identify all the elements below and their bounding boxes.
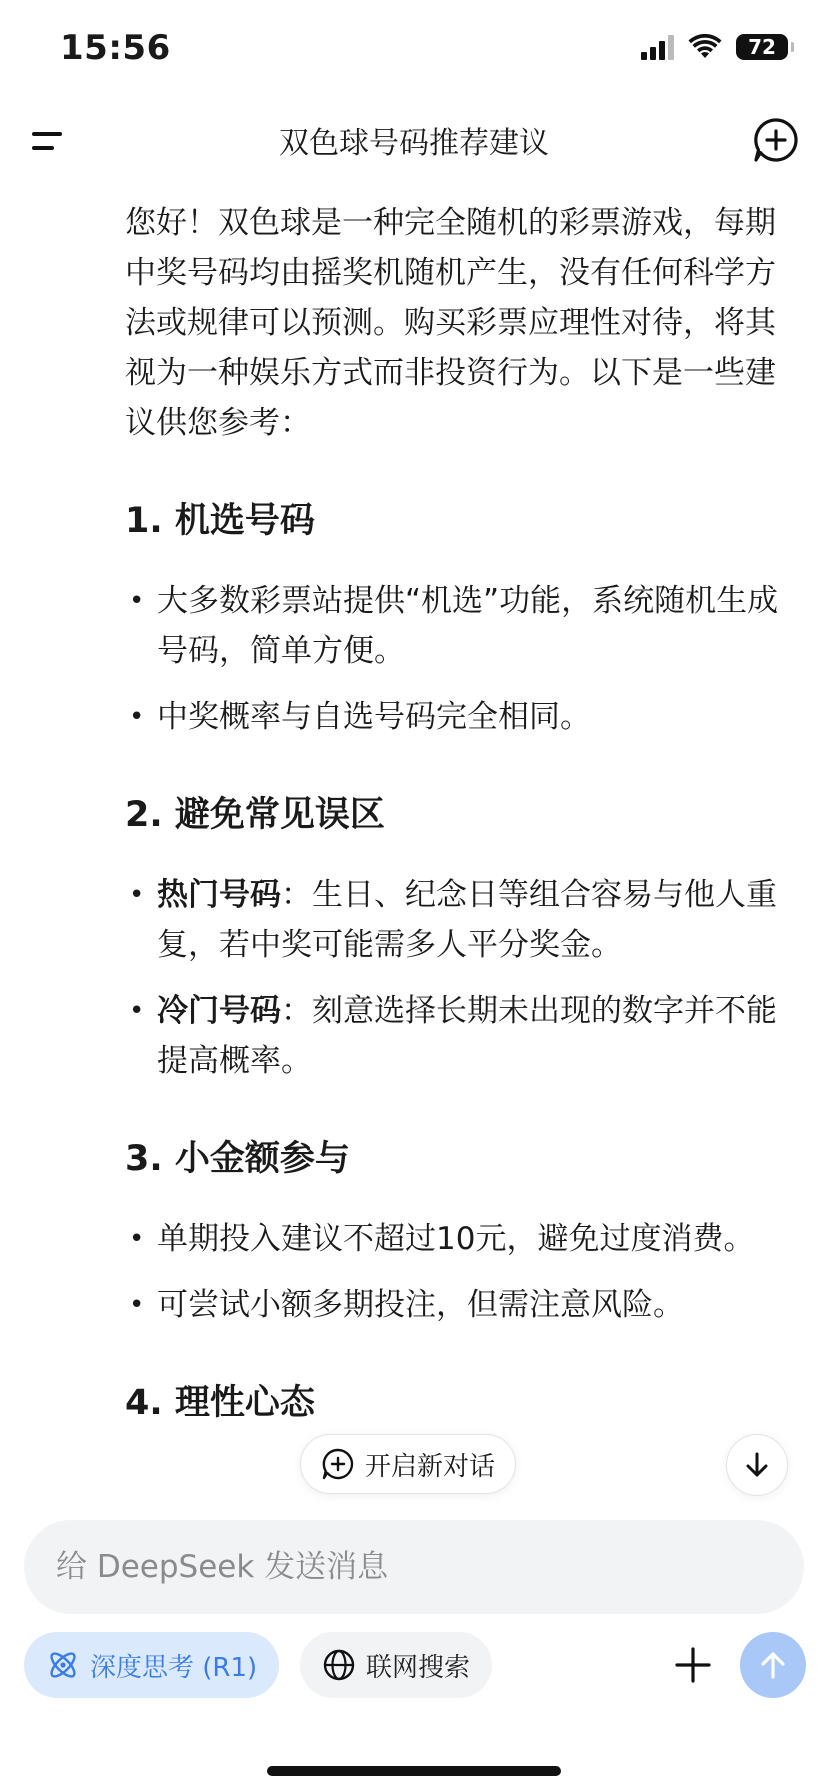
new-chat-icon bbox=[321, 1447, 355, 1481]
section-title: 4. 理性心态 bbox=[125, 1383, 315, 1423]
list-item-text: 可尝试小额多期投注，但需注意风险。 bbox=[157, 1287, 684, 1323]
list-item-bold: 热门号码 bbox=[157, 877, 281, 913]
atom-icon bbox=[46, 1648, 80, 1682]
list-item-bold: 冷门号码 bbox=[157, 993, 281, 1029]
section-list bbox=[125, 1214, 805, 1330]
section-title: 1. 机选号码 bbox=[125, 501, 315, 541]
section-title: 2. 避免常见误区 bbox=[125, 795, 385, 835]
list-item-text: 大多数彩票站提供“机选”功能，系统随机生成号码，简单方便。 bbox=[157, 583, 779, 669]
list-item bbox=[125, 1214, 805, 1264]
message-input[interactable] bbox=[56, 1549, 804, 1585]
new-chat-label: 开启新对话 bbox=[365, 1451, 496, 1482]
wifi-icon bbox=[688, 34, 722, 60]
send-button[interactable] bbox=[740, 1632, 806, 1698]
list-item-text: 中奖概率与自选号码完全相同。 bbox=[157, 699, 591, 735]
globe-icon bbox=[322, 1648, 356, 1682]
new-chat-button[interactable] bbox=[300, 1434, 516, 1494]
assistant-message bbox=[125, 190, 805, 1490]
list-item-text: ：刻意选择长期未出现的数字并不能提高概率。 bbox=[157, 993, 777, 1079]
status-icons bbox=[641, 34, 788, 60]
web-search-label: 联网搜索 bbox=[366, 1652, 471, 1683]
list-item-text: 单期投入建议不超过10元，避免过度消费。 bbox=[157, 1221, 755, 1257]
section-list bbox=[125, 576, 805, 742]
arrow-up-icon bbox=[757, 1649, 789, 1681]
home-indicator bbox=[267, 1766, 561, 1776]
arrow-down-icon bbox=[742, 1450, 772, 1480]
message-intro: 您好！双色球是一种完全随机的彩票游戏，每期中奖号码均由摇奖机随机产生，没有任何科学方法或规律可以预测。购买彩票应理性对待，将其视为一种娱乐方式而非投资行为。以下是一些建议供您参考： bbox=[125, 205, 776, 441]
list-item bbox=[125, 576, 805, 676]
message-input-container bbox=[24, 1520, 804, 1614]
list-item bbox=[125, 870, 805, 970]
scroll-to-bottom-button[interactable] bbox=[726, 1434, 788, 1496]
deep-think-label: 深度思考 (R1) bbox=[90, 1652, 258, 1683]
web-search-toggle[interactable] bbox=[300, 1632, 492, 1698]
plus-icon bbox=[674, 1646, 712, 1684]
signal-icon bbox=[641, 34, 674, 60]
header bbox=[0, 100, 828, 180]
new-chat-icon[interactable] bbox=[750, 114, 802, 166]
deep-think-toggle[interactable] bbox=[24, 1632, 279, 1698]
attach-button[interactable] bbox=[664, 1636, 722, 1694]
battery-icon: 72 bbox=[736, 34, 788, 60]
section-title: 3. 小金额参与 bbox=[125, 1139, 350, 1179]
status-bar bbox=[0, 0, 828, 100]
composer-toolbar bbox=[24, 1632, 804, 1698]
list-item bbox=[125, 986, 805, 1086]
list-item bbox=[125, 1280, 805, 1330]
section-list bbox=[125, 870, 805, 1086]
list-item-text: ：生日、纪念日等组合容易与他人重复，若中奖可能需多人平分奖金。 bbox=[157, 877, 777, 963]
list-item bbox=[125, 692, 805, 742]
status-time: 15:56 bbox=[60, 28, 171, 68]
page-title: 双色球号码推荐建议 bbox=[279, 126, 549, 161]
